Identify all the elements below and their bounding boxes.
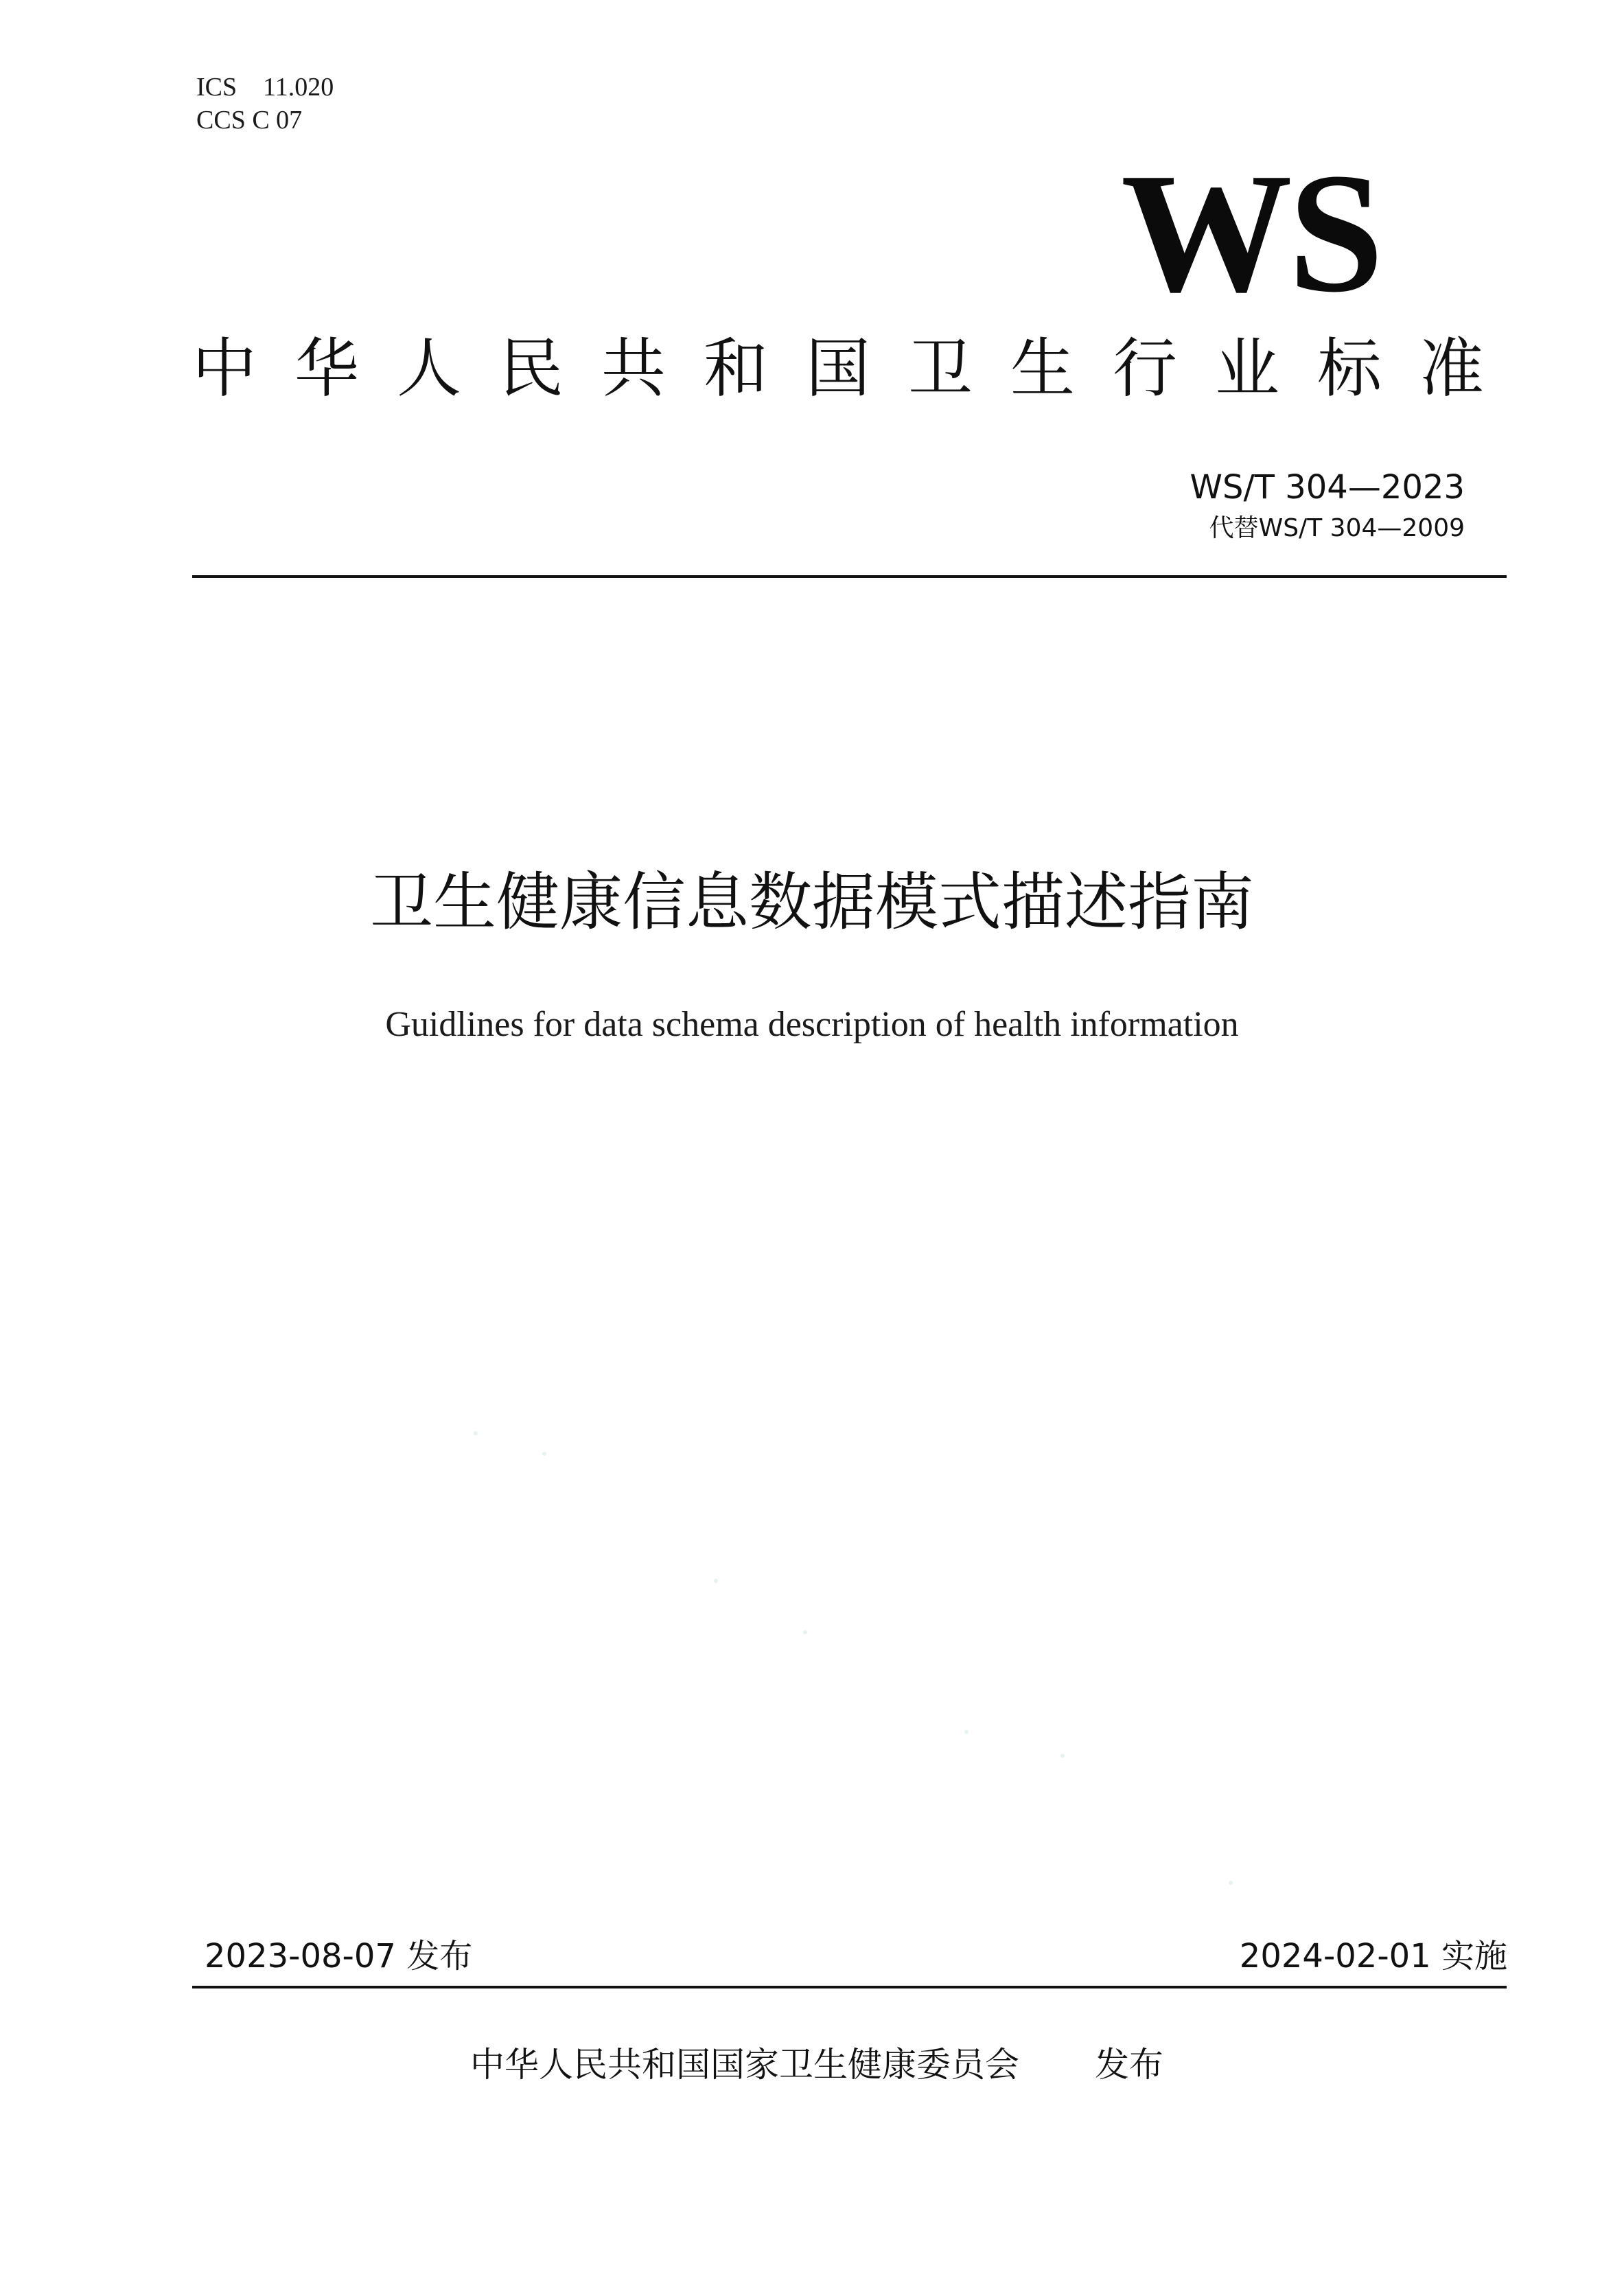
- document-title-english: Guidlines for data schema description of health information: [385, 1005, 1239, 1044]
- classification-codes: [196, 71, 334, 137]
- publish-label: 发布: [1095, 2045, 1163, 2085]
- standard-category-title: 中华人民共和国卫生行业标准: [192, 332, 1522, 406]
- document-title: 卫生健康信息数据模式描述指南: [369, 866, 1254, 939]
- scan-speckle: [474, 1431, 478, 1435]
- scan-speckle: [964, 1730, 968, 1734]
- ccs-code: CCS C 07: [196, 106, 303, 135]
- ws-logo: WS: [1120, 138, 1380, 328]
- top-divider: [192, 575, 1507, 578]
- bottom-divider: [192, 1986, 1507, 1988]
- ics-code: ICS 11.020: [196, 73, 334, 102]
- scan-speckle: [714, 1579, 718, 1583]
- scan-speckle: [542, 1452, 546, 1456]
- implementation-date: 2024-02-01 实施: [1239, 1937, 1507, 1975]
- issue-date: 2023-08-07 发布: [205, 1937, 473, 1975]
- scan-speckle: [1060, 1754, 1065, 1758]
- standard-number-block: [1190, 467, 1465, 545]
- publisher-name: 中华人民共和国国家卫生健康委员会: [470, 2045, 1019, 2085]
- replaces-standard: 代替WS/T 304—2009: [1209, 514, 1465, 542]
- publisher-line: [470, 2041, 1163, 2089]
- scan-speckle: [803, 1630, 807, 1634]
- scan-speckle: [1229, 1881, 1233, 1885]
- standard-number: WS/T 304—2023: [1190, 468, 1465, 507]
